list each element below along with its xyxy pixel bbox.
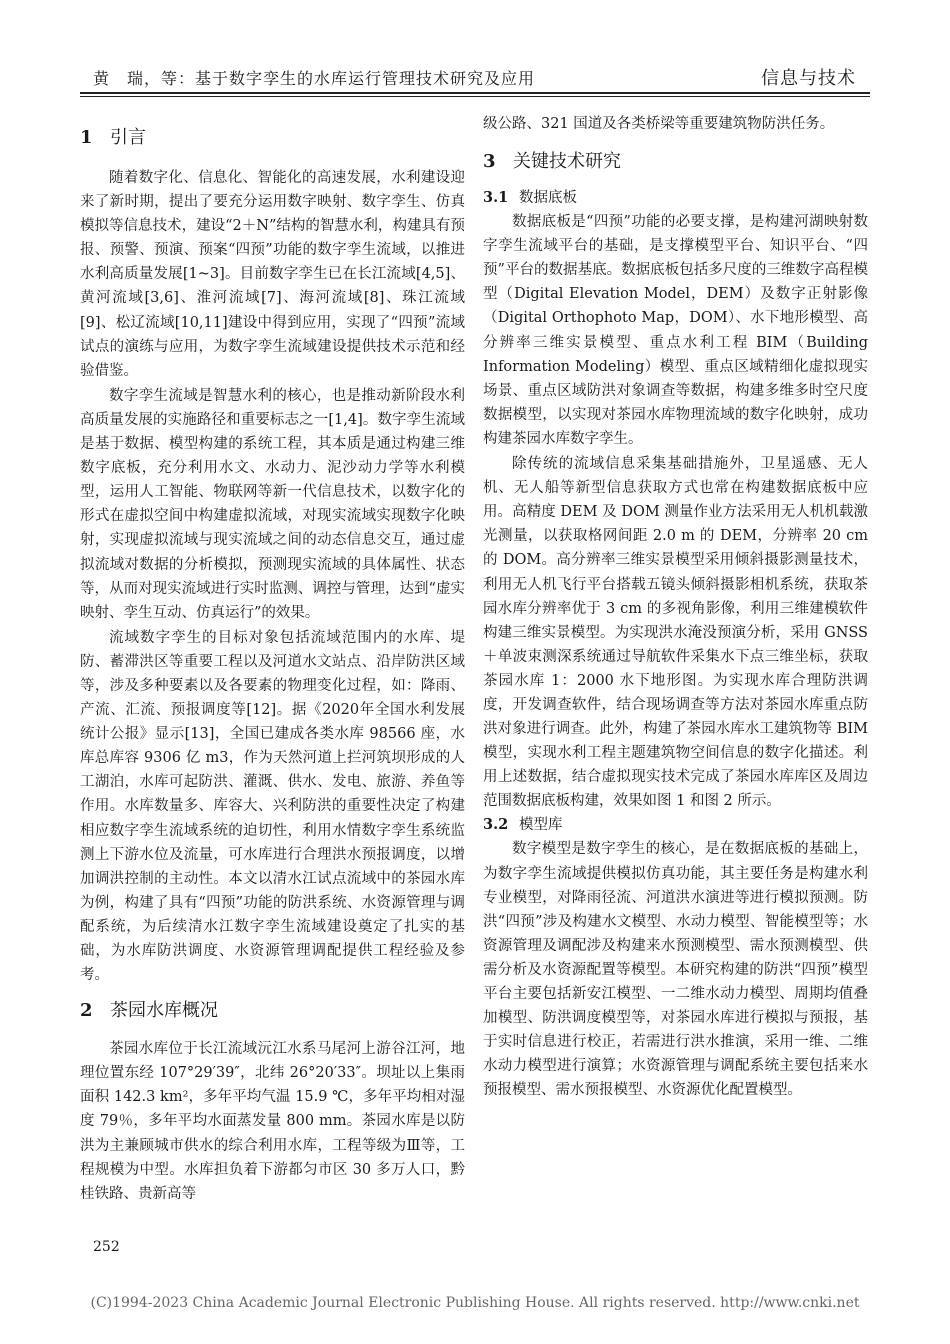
subsection-3-2-number: 3.2 bbox=[483, 816, 509, 834]
intro-paragraph-2: 数字孪生流域是智慧水利的核心，也是推动新阶段水利高质量发展的实施路径和重要标志之一[1,4]。数字孪生流域是基于数据、模型构建的系统工程，其本质是通过构建三维数字底板，充分利用水文、水动力、泥沙动力学等水利模型，运用人工智能、物联网等新一代信息技术，以数字化的形式在虚拟空间中构建虚拟流域，对现实流域实现数字化映射，实现虚拟流域与现实流域之间的动态信息交互，通过虚拟流域对数据的分析模拟，预测现实流域的具体属性、状态等，从而对现实流域进行实时监测、调控与管理，达到“虚实映射、孪生互动、仿真运行”的效果。 bbox=[80, 387, 465, 621]
intro-paragraph-1: 随着数字化、信息化、智能化的高速发展，水利建设迎来了新时期，提出了要充分运用数字映射、数字孪生、仿真模拟等信息技术，建设“2＋N”结构的智慧水利，构建具有预报、预警、预演、预案“四预”功能的数字孪生流域，以推进水利高质量发展[1~3]。目前数字孪生已在长江流域[4,5]、黄河流域[3,6]、淮河流域[7]、海河流域[8]、珠江流域[9]、松辽流域[10,11]建设中得到应用，实现了“四预”流域试点的演练与应用，为数字孪生流域建设提供技术示范和经验借鉴。 bbox=[80, 170, 465, 379]
section-2-title: 茶园水库概况 bbox=[110, 1000, 218, 1022]
overview-paragraph-continued: 级公路、321 国道及各类桥梁等重要建筑物防洪任务。 bbox=[483, 116, 835, 132]
section-1-heading bbox=[80, 126, 465, 150]
section-3-number: 3 bbox=[483, 151, 496, 173]
data-base-paragraph-2: 除传统的流域信息采集基础措施外，卫星遥感、无人机、无人船等新型信息获取方式也常在构建数据底板中应用。高精度 DEM 及 DOM 测量作业方法采用无人机机载激光测量，以获取格网间距 2.0 m 的 DEM，分辨率 20 cm 的 DOM。高分辨率三维实景模型采用倾斜摄影测量技术，利用无人机飞行平台搭载五镜头倾斜摄影相机系统，获取茶园水库分辨率优于 3 cm 的多视角影像，利用三维建模软件构建三维实景模型。为实现洪水淹没预演分析，采用 GNSS＋单波束测深系统通过导航软件采集水下点三维坐标，获取茶园水库 1：2000 水下地形图。为实现水库合理防洪调度，开发调查软件，结合现场调查等方法对茶园水库重点防洪对象进行调查。此外，构建了茶园水库水工建筑物等 BIM 模型，实现水利工程主题建筑物空间信息的数字化描述。利用上述数据，结合虚拟现实技术完成了茶园水库库区及周边范围数据底板构建，效果如图 1 和图 2 所示。 bbox=[483, 456, 868, 810]
section-1-number: 1 bbox=[80, 127, 93, 148]
subsection-3-1-number: 3.1 bbox=[483, 189, 509, 207]
section-3-title: 关键技术研究 bbox=[513, 151, 621, 173]
model-library-paragraph: 数字模型是数字孪生的核心，是在数据底板的基础上，为数字孪生流域提供模拟仿真功能，其主要任务是构建水利专业模型，对降雨径流、河道洪水演进等进行模拟预测。防洪“四预”涉及构建水文模型、水动力模型、智能模型等；水资源管理及调配涉及构建来水预测模型、需水预测模型、供需分析及水资源配置等模型。本研究构建的防洪“四预”模型平台主要包括新安江模型、一二维水动力模型、周期均值叠加模型、防洪调度模型等，对茶园水库进行模拟与预报，基于实时信息进行校正，若需进行洪水推演，采用一维、二维水动力模型进行演算；水资源管理与调配系统主要包括来水预报模型、需水预报模型、水资源优化配置模型。 bbox=[483, 841, 868, 1099]
overview-paragraph: 茶园水库位于长江流域沅江水系马尾河上游谷江河，地理位置东经 107°29′39″，北纬 26°20′33″。坝址以上集雨面积 142.3 km²，多年平均气温 15.9 ℃，多年平均相对湿度 79％，多年平均水面蒸发量 800 mm。茶园水库是以防洪为主兼顾城市供水的综合利用水库，工程等级为Ⅲ等，工程规模为中型。水库担负着下游都匀市区 30 多万人口，黔桂铁路、贵新高等 bbox=[80, 1041, 465, 1202]
section-2-heading bbox=[80, 999, 465, 1023]
running-header-section: 信息与技术 bbox=[761, 68, 856, 89]
intro-paragraph-3: 流域数字孪生的目标对象包括流域范围内的水库、堤防、蓄滞洪区等重要工程以及河道水文站点、沿岸防洪区域等，涉及多种要素以及各要素的物理变化过程，如：降雨、产流、汇流、预报调度等[12]。据《2020年全国水利发展统计公报》显示[13]，全国已建成各类水库 98566 座，水库总库容 9306 亿 m3，作为天然河道上拦河筑坝形成的人工湖泊，水库可起防洪、灌溉、供水、发电、旅游、养鱼等作用。水库数量多、库容大、兴利防洪的重要性决定了构建相应数字孪生流域系统的迫切性，利用水情数字孪生系统监测上下游水位及流量，可水库进行合理洪水预报调度，以增加调洪控制的主动性。本文以清水江试点流域中的茶园水库为例，构建了具有“四预”功能的防洪系统、水资源管理与调配系统，为后续清水江数字孪生流域建设奠定了扎实的基础，为水库防洪调度、水资源管理调配提供工程经验及参考。 bbox=[80, 629, 465, 984]
data-base-paragraph-1: 数据底板是“四预”功能的必要支撑，是构建河湖映射数字孪生流域平台的基础，是支撑模型平台、知识平台、“四预”平台的数据基底。数据底板包括多尺度的三维数字高程模型（Digital Elevation Model，DEM）及数字正射影像（Digital Orthophoto Map，DOM）、水下地形模型、高分辨率三维实景模型、重点水利工程 BIM（Building Information Modeling）模型、重点区域精细化虚拟现实场景、重点区域防洪对象调查等数据，构建多维多时空尺度数据模型，以实现对茶园水库物理流域的数字化映射，成功构建茶园水库数字孪生。 bbox=[483, 214, 868, 447]
copyright-footer: (C)1994-2023 China Academic Journal Electronic Publishing House. All rights reserved. http://www.cnki.net bbox=[90, 1295, 860, 1311]
running-header-title: 黄 瑞，等：基于数字孪生的水库运行管理技术研究及应用 bbox=[93, 69, 536, 88]
section-1-title: 引言 bbox=[110, 127, 146, 148]
section-3-heading bbox=[483, 150, 868, 174]
header-rule-thick bbox=[80, 92, 870, 94]
subsection-3-2-title: 模型库 bbox=[519, 817, 563, 834]
page-number: 252 bbox=[93, 1239, 120, 1255]
left-column bbox=[80, 112, 465, 1206]
header-rule-thin bbox=[80, 96, 870, 97]
subsection-3-1-title: 数据底板 bbox=[519, 190, 577, 207]
subsection-3-1-heading bbox=[483, 186, 868, 210]
section-2-number: 2 bbox=[80, 1000, 93, 1022]
right-column bbox=[483, 112, 868, 1102]
subsection-3-2-heading bbox=[483, 813, 868, 837]
